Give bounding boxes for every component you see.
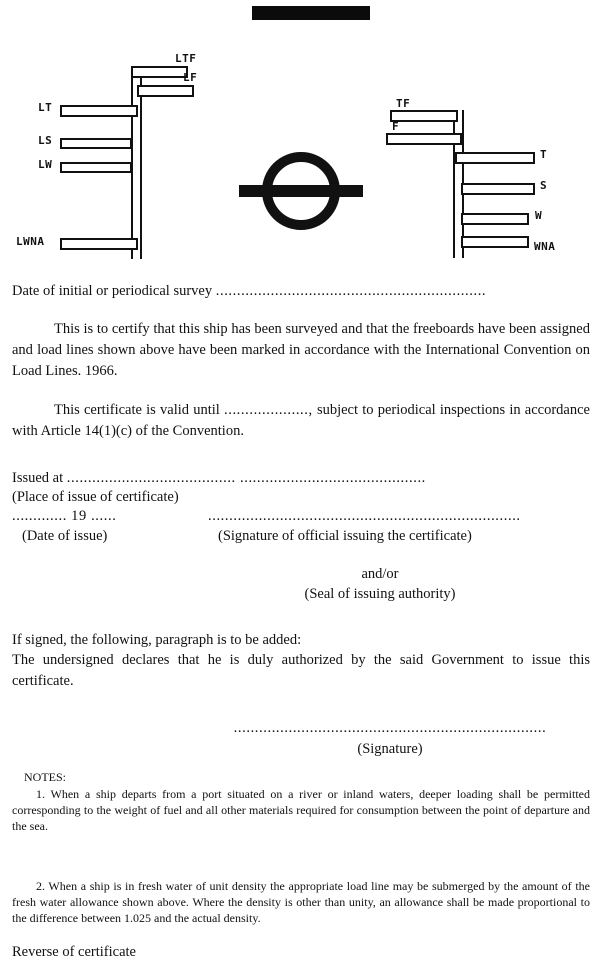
survey-date-leader: ................................................................	[215, 283, 487, 299]
load-line-bar-s	[461, 183, 535, 195]
declaration-intro: If signed, the following, paragraph is to be added:	[12, 631, 302, 648]
validity-paragraph	[0, 400, 600, 442]
declaration-signature-leader: ..........................................................................	[233, 720, 547, 737]
load-line-label-tf: TF	[396, 97, 411, 110]
load-line-bar-tf	[390, 110, 458, 122]
load-line-bar-lf	[137, 85, 194, 97]
certify-paragraph: This is to certify that this ship has been surveyed and that the freeboards have been assigned and load lines shown above have been marked in accordance with the International Convention on Load Lines. 1966.	[12, 321, 590, 380]
redacted-title-bar	[252, 6, 370, 20]
note-item-1: 1. When a ship departs from a port situated on a river or inland waters, deeper loading shall be permitted corresponding to the weight of fuel and all other materials required for consumption between the point of departure and the sea.	[12, 786, 590, 833]
declaration-signature-caption: (Signature)	[357, 740, 423, 757]
date-and-signature-leaders	[0, 507, 600, 526]
place-of-issue-caption: (Place of issue of certificate)	[12, 488, 179, 505]
official-signature-caption: (Signature of official issuing the certificate)	[218, 527, 472, 544]
validity-suffix: subject to periodical inspections in accordance with Article 14(1)(c) of the Convention.	[12, 402, 590, 440]
load-line-bar-ls	[60, 138, 132, 149]
load-line-bar-ltf	[131, 66, 188, 78]
load-line-label-ltf: LTF	[175, 52, 197, 65]
survey-date-line	[0, 282, 600, 301]
load-line-bar-lwna	[60, 238, 138, 250]
load-line-bar-t	[455, 152, 535, 164]
issued-at-leader: ........................................ ............................................	[66, 469, 426, 486]
survey-date-label: Date of initial or periodical survey	[12, 283, 213, 299]
load-line-label-w: W	[535, 209, 543, 222]
validity-prefix: This certificate is valid until	[54, 402, 220, 419]
notes-heading: NOTES:	[24, 769, 66, 784]
load-line-label-ls: LS	[38, 134, 53, 147]
load-line-label-lt: LT	[38, 101, 53, 114]
load-line-label-f: F	[392, 120, 400, 133]
seal-caption: (Seal of issuing authority)	[304, 586, 456, 603]
andor-text: and/or	[361, 566, 399, 583]
load-line-bar-lt	[60, 105, 138, 117]
load-line-label-lw: LW	[38, 158, 53, 171]
load-line-label-wna: WNA	[534, 240, 556, 253]
validity-leader: ....................,	[224, 402, 313, 419]
load-line-label-t: T	[540, 148, 548, 161]
declaration-body: The undersigned declares that he is duly authorized by the said Government to issue this certificate.	[12, 652, 590, 690]
issued-at-label: Issued at	[12, 469, 64, 486]
load-line-label-lf: LF	[183, 71, 198, 84]
load-line-label-s: S	[540, 179, 548, 192]
load-line-bar-lw	[60, 162, 132, 173]
issued-at-line	[0, 469, 600, 488]
certificate-body	[0, 282, 600, 961]
official-signature-leader: ..........................................................................	[208, 508, 521, 525]
date-and-signature-captions	[0, 527, 600, 546]
reverse-of-certificate-label: Reverse of certificate	[12, 944, 136, 961]
date-of-issue-leader: ............. 19 ......	[12, 508, 117, 525]
load-line-bar-w	[461, 213, 529, 225]
load-line-label-lwna: LWNA	[16, 235, 45, 248]
load-line-bar-wna	[461, 236, 529, 248]
load-line-bar-f	[386, 133, 462, 145]
note-item-2: 2. When a ship is in fresh water of unit density the appropriate load line may be submerged by the amount of the fresh water allowance shown above. Where the density is other than unity, an allowance shall be made proportional to the difference between 1.025 and the actual density.	[12, 878, 590, 926]
date-of-issue-caption: (Date of issue)	[22, 527, 108, 544]
plimsoll-deck-line	[239, 185, 363, 197]
load-line-diagram	[0, 50, 600, 275]
